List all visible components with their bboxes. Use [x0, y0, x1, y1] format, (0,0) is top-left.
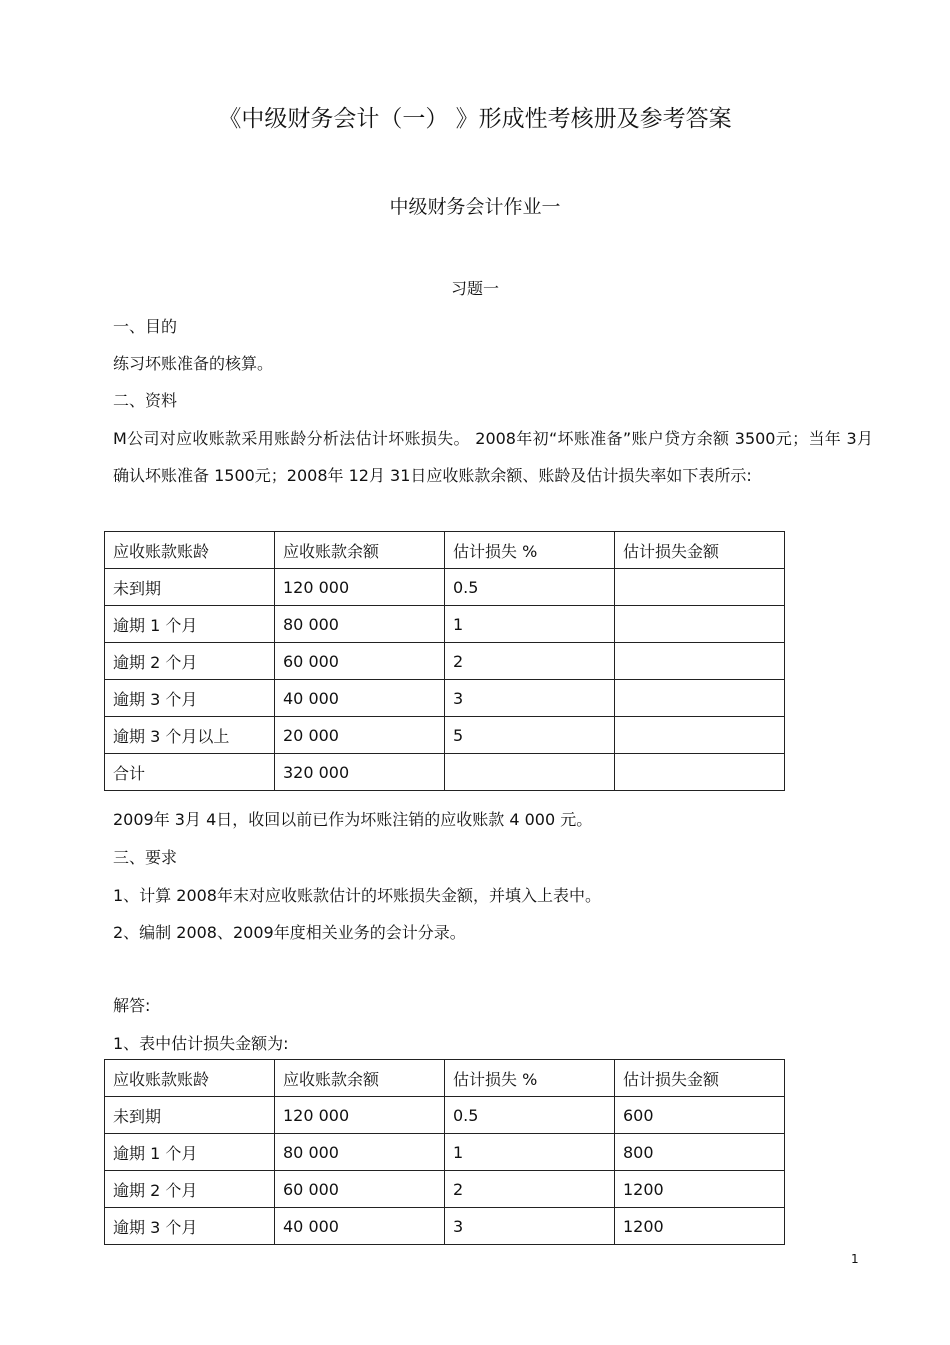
table-cell: 3 [445, 680, 615, 717]
table-cell: 80 000 [275, 606, 445, 643]
table-cell: 未到期 [105, 569, 275, 606]
purpose-heading: 一、目的 [113, 317, 178, 336]
table-cell: 1 [445, 1134, 615, 1171]
table-cell [615, 717, 785, 754]
table-row [105, 643, 785, 680]
table-row [105, 1208, 785, 1245]
table-cell: 5 [445, 717, 615, 754]
header-cell: 应收账款账龄 [105, 532, 275, 569]
table-cell: 未到期 [105, 1097, 275, 1134]
answer-heading: 解答: [113, 996, 151, 1015]
requirements-heading: 三、要求 [113, 848, 178, 867]
table-cell: 320 000 [275, 754, 445, 791]
table-cell: 120 000 [275, 569, 445, 606]
table-cell: 120 000 [275, 1097, 445, 1134]
recovery-text: 2009年 3月 4日，收回以前已作为坏账注销的应收账款 4 000 元。 [113, 810, 593, 829]
table-row [105, 569, 785, 606]
table-cell: 逾期 3 个月以上 [105, 717, 275, 754]
table-cell: 2 [445, 643, 615, 680]
table-cell [615, 569, 785, 606]
table-header-row [105, 1060, 785, 1097]
header-cell: 应收账款余额 [275, 1060, 445, 1097]
table-total-row [105, 754, 785, 791]
table-cell: 逾期 2 个月 [105, 1171, 275, 1208]
table-row [105, 1171, 785, 1208]
table-cell: 逾期 2 个月 [105, 643, 275, 680]
table-cell: 合计 [105, 754, 275, 791]
page-number: 1 [851, 1252, 859, 1266]
table-cell [445, 754, 615, 791]
table-cell: 60 000 [275, 1171, 445, 1208]
table-cell: 1200 [615, 1171, 785, 1208]
table-cell [615, 606, 785, 643]
table-cell: 逾期 1 个月 [105, 1134, 275, 1171]
table-cell: 1 [445, 606, 615, 643]
header-cell: 估计损失 % [445, 1060, 615, 1097]
table-cell [615, 754, 785, 791]
table-row [105, 606, 785, 643]
header-cell: 估计损失 % [445, 532, 615, 569]
purpose-text: 练习坏账准备的核算。 [113, 354, 274, 373]
table-cell [615, 680, 785, 717]
material-text: M公司对应收账款采用账龄分析法估计坏账损失。 2008年初“坏账准备”账户贷方余额 3500元；当年 3月确认坏账准备 1500元；2008年 12月 31日应收账款余额、账龄及估计损失率如下表所示: [113, 429, 873, 485]
table-cell: 1200 [615, 1208, 785, 1245]
requirement-1: 1、计算 2008年末对应收账款估计的坏账损失金额，并填入上表中。 [113, 886, 601, 905]
document-title: 《中级财务会计（一） 》形成性考核册及参考答案 [218, 106, 732, 132]
exercise-heading: 习题一 [450, 279, 499, 298]
table-cell: 60 000 [275, 643, 445, 680]
material-heading: 二、资料 [113, 391, 178, 410]
header-cell: 估计损失金额 [615, 532, 785, 569]
table-row [105, 717, 785, 754]
table-cell: 逾期 3 个月 [105, 1208, 275, 1245]
table-cell: 逾期 1 个月 [105, 606, 275, 643]
header-cell: 应收账款余额 [275, 532, 445, 569]
table-cell: 3 [445, 1208, 615, 1245]
table-cell: 逾期 3 个月 [105, 680, 275, 717]
assignment-title: 中级财务会计作业一 [389, 196, 561, 218]
header-cell: 估计损失金额 [615, 1060, 785, 1097]
table-cell: 2 [445, 1171, 615, 1208]
table-row [105, 1097, 785, 1134]
table-row [105, 1134, 785, 1171]
header-cell: 应收账款账龄 [105, 1060, 275, 1097]
table-row [105, 680, 785, 717]
table-cell: 40 000 [275, 680, 445, 717]
answer-table [104, 1059, 785, 1245]
table-cell: 600 [615, 1097, 785, 1134]
table-cell: 20 000 [275, 717, 445, 754]
table-cell: 0.5 [445, 1097, 615, 1134]
table-cell: 800 [615, 1134, 785, 1171]
aging-table [104, 531, 785, 791]
requirement-2: 2、编制 2008、2009年度相关业务的会计分录。 [113, 923, 466, 942]
table-cell: 0.5 [445, 569, 615, 606]
answer-1-text: 1、表中估计损失金额为: [113, 1034, 289, 1053]
table-cell: 40 000 [275, 1208, 445, 1245]
table-cell: 80 000 [275, 1134, 445, 1171]
table-cell [615, 643, 785, 680]
table-header-row [105, 532, 785, 569]
